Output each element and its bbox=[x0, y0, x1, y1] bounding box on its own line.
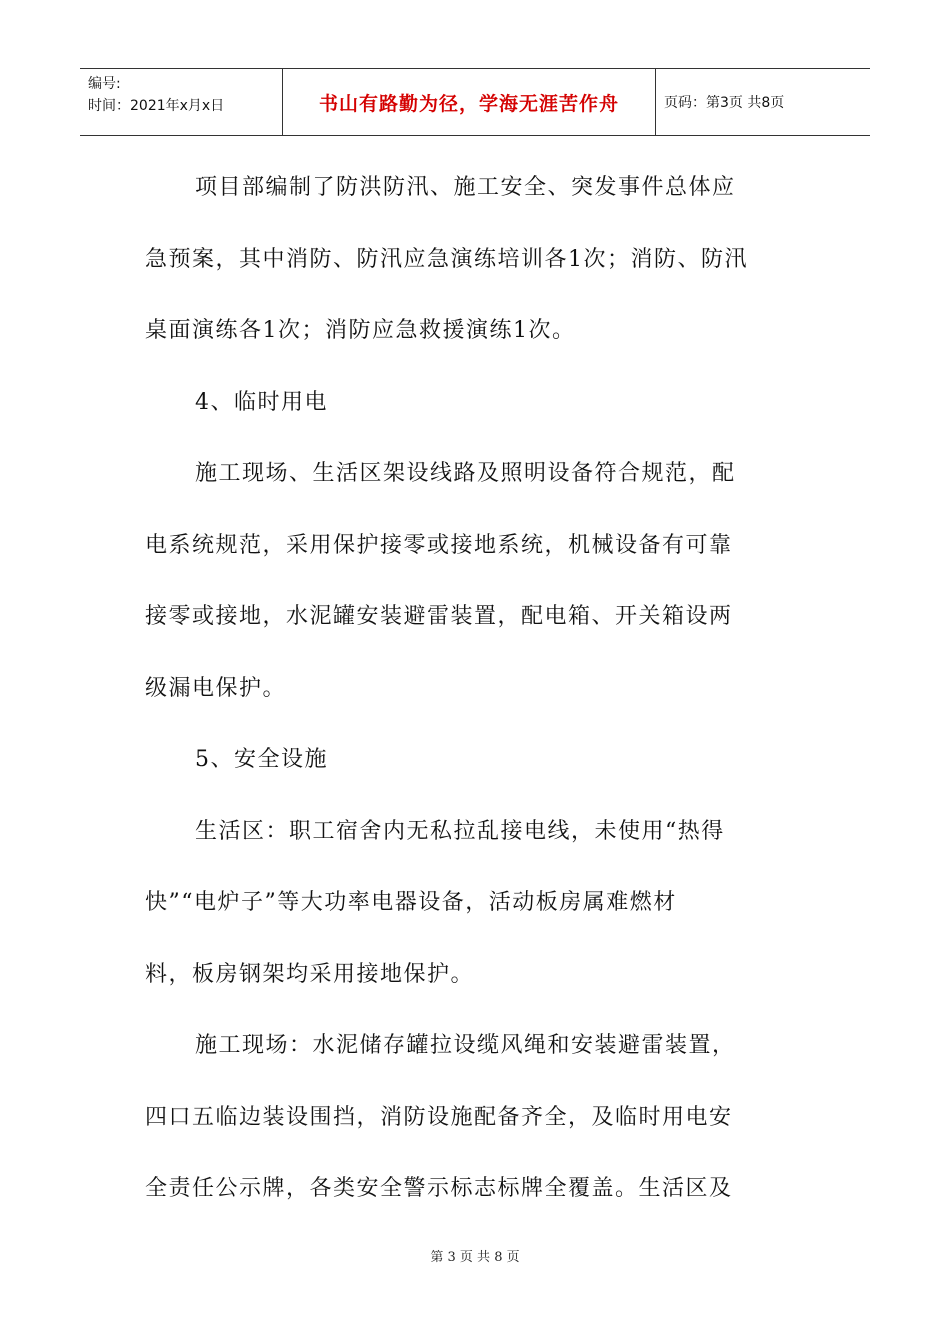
text-line: 施工现场、生活区架设线路及照明设备符合规范，配 bbox=[195, 461, 736, 486]
document-date: 时间：2021年x月x日 bbox=[88, 98, 225, 114]
header-motto: 书山有路勤为径，学海无涯苦作舟 bbox=[318, 92, 619, 115]
text-line: 施工现场：水泥储存罐拉设缆风绳和安装避雷装置， bbox=[195, 1033, 736, 1058]
text-line: 4、临时用电 bbox=[195, 389, 328, 415]
header-page-info: 页码：第3页 共8页 bbox=[664, 95, 785, 111]
text-line: 快”“电炉子”等大功率电器设备，活动板房属难燃材 bbox=[145, 890, 677, 915]
text-line: 四口五临边装设围挡，消防设施配备齐全，及临时用电安 bbox=[145, 1104, 733, 1130]
text-line: 全责任公示牌，各类安全警示标志标牌全覆盖。生活区及 bbox=[145, 1176, 733, 1201]
text-line: 生活区：职工宿舍内无私拉乱接电线，未使用“热得 bbox=[195, 818, 725, 844]
text-line: 项目部编制了防洪防汛、施工安全、突发事件总体应 bbox=[195, 175, 736, 200]
header-motto-cell bbox=[283, 69, 656, 135]
document-body bbox=[145, 158, 825, 1231]
text-line: 5、安全设施 bbox=[195, 747, 328, 772]
page-header bbox=[80, 68, 870, 136]
text-line: 桌面演练各1次；消防应急救援演练1次。 bbox=[145, 318, 576, 343]
document-number: 编号: bbox=[88, 76, 121, 92]
text-line: 急预案，其中消防、防汛应急演练培训各1次；消防、防汛 bbox=[145, 246, 748, 272]
text-line: 级漏电保护。 bbox=[145, 675, 287, 701]
text-line: 接零或接地，水泥罐安装避雷装置，配电箱、开关箱设两 bbox=[145, 604, 733, 629]
page-footer: 第 3 页 共 8 页 bbox=[430, 1250, 520, 1265]
text-line: 电系统规范，采用保护接零或接地系统，机械设备有可靠 bbox=[145, 532, 733, 558]
text-line: 料，板房钢架均采用接地保护。 bbox=[145, 961, 475, 987]
header-meta bbox=[80, 69, 283, 135]
